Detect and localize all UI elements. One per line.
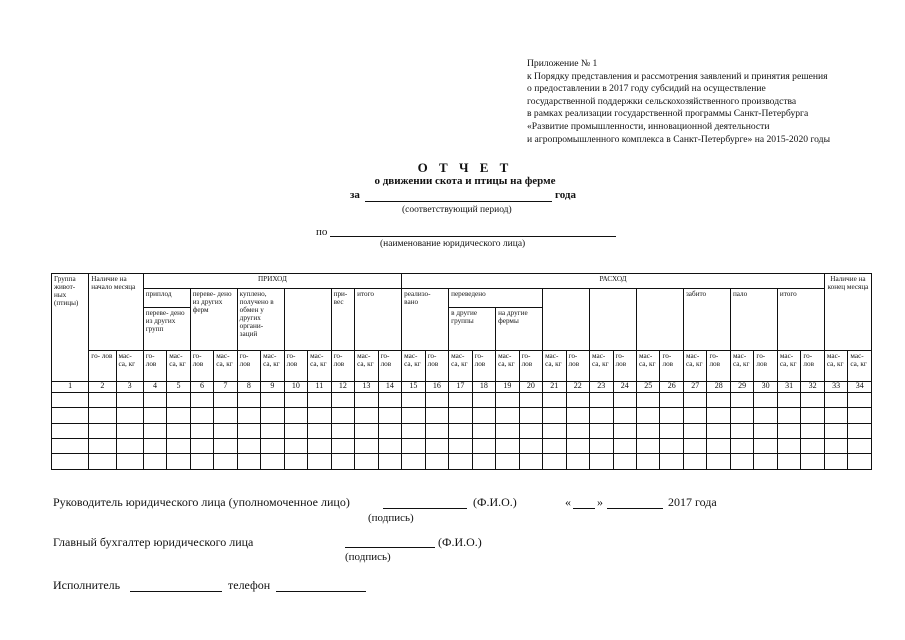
table-cell[interactable] xyxy=(402,439,425,454)
head-fio: (Ф.И.О.) xyxy=(473,495,517,509)
table-row xyxy=(52,454,872,470)
table-cell[interactable] xyxy=(425,423,448,438)
table-cell[interactable] xyxy=(331,454,354,470)
column-number: 1 xyxy=(52,382,89,392)
table-cell[interactable] xyxy=(214,392,237,407)
table-cell[interactable] xyxy=(637,408,660,423)
table-cell[interactable] xyxy=(355,423,378,438)
table-cell[interactable] xyxy=(378,423,402,438)
table-cell[interactable] xyxy=(566,423,589,438)
header-heads: го- лов xyxy=(331,351,354,382)
header-mass: мас- са, кг xyxy=(402,351,425,382)
header-mass: мас- са, кг xyxy=(116,351,143,382)
table-cell[interactable] xyxy=(472,439,495,454)
table-cell[interactable] xyxy=(116,454,143,470)
table-cell[interactable] xyxy=(143,439,166,454)
table-cell[interactable] xyxy=(660,439,683,454)
table-cell[interactable] xyxy=(449,392,472,407)
executor-line[interactable] xyxy=(130,591,222,592)
table-cell[interactable] xyxy=(116,408,143,423)
column-number: 25 xyxy=(637,382,660,392)
header-end: Наличие на конец месяца xyxy=(824,274,871,351)
table-cell[interactable] xyxy=(824,408,847,423)
period-line[interactable] xyxy=(365,201,552,202)
table-cell[interactable] xyxy=(848,439,872,454)
table-cell[interactable] xyxy=(143,392,166,407)
table-cell[interactable] xyxy=(284,423,307,438)
column-number: 31 xyxy=(777,382,800,392)
table-cell[interactable] xyxy=(308,392,331,407)
date-month-line[interactable] xyxy=(607,508,663,509)
header-mass: мас- са, кг xyxy=(848,351,872,382)
period-hint: (соответствующий период) xyxy=(402,205,512,215)
table-cell[interactable] xyxy=(683,408,706,423)
table-cell[interactable] xyxy=(637,392,660,407)
header-mass: мас- са, кг xyxy=(214,351,237,382)
table-cell[interactable] xyxy=(116,439,143,454)
table-cell[interactable] xyxy=(402,408,425,423)
column-number: 34 xyxy=(848,382,872,392)
head-signature-line[interactable] xyxy=(383,508,467,509)
header-heads: го- лов xyxy=(566,351,589,382)
table-cell[interactable] xyxy=(261,439,284,454)
table-cell[interactable] xyxy=(472,408,495,423)
table-cell[interactable] xyxy=(519,454,542,470)
table-cell[interactable] xyxy=(449,454,472,470)
table-cell[interactable] xyxy=(660,454,683,470)
table-cell[interactable] xyxy=(683,423,706,438)
column-number: 30 xyxy=(754,382,777,392)
table-cell[interactable] xyxy=(52,454,89,470)
table-cell[interactable] xyxy=(261,408,284,423)
table-cell[interactable] xyxy=(143,423,166,438)
header-heads: го- лов xyxy=(89,351,116,382)
table-cell[interactable] xyxy=(167,454,190,470)
table-cell[interactable] xyxy=(848,408,872,423)
org-line[interactable] xyxy=(330,236,616,237)
table-cell[interactable] xyxy=(707,408,730,423)
table-cell[interactable] xyxy=(308,423,331,438)
table-cell[interactable] xyxy=(590,408,613,423)
table-cell[interactable] xyxy=(472,454,495,470)
table-cell[interactable] xyxy=(824,423,847,438)
table-row xyxy=(52,439,872,454)
column-number: 18 xyxy=(472,382,495,392)
header-blank xyxy=(590,289,637,351)
column-number: 9 xyxy=(261,382,284,392)
table-cell[interactable] xyxy=(824,439,847,454)
table-cell[interactable] xyxy=(214,408,237,423)
accountant-signature-line[interactable] xyxy=(345,547,435,548)
table-cell[interactable] xyxy=(89,392,116,407)
header-blank xyxy=(637,289,684,351)
column-number: 27 xyxy=(683,382,706,392)
table-cell[interactable] xyxy=(237,439,260,454)
table-cell[interactable] xyxy=(355,454,378,470)
table-cell[interactable] xyxy=(730,439,753,454)
table-cell[interactable] xyxy=(331,439,354,454)
accountant-signature-hint: (подпись) xyxy=(345,551,391,563)
table-cell[interactable] xyxy=(824,392,847,407)
table-cell[interactable] xyxy=(707,392,730,407)
header-mass: мас- са, кг xyxy=(449,351,472,382)
table-cell[interactable] xyxy=(754,423,777,438)
table-cell[interactable] xyxy=(237,408,260,423)
date-year: 2017 года xyxy=(668,495,717,509)
table-cell[interactable] xyxy=(89,439,116,454)
header-slaughtered: забито xyxy=(683,289,730,351)
table-cell[interactable] xyxy=(707,423,730,438)
table-cell[interactable] xyxy=(613,423,636,438)
table-cell[interactable] xyxy=(449,408,472,423)
table-cell[interactable] xyxy=(543,439,566,454)
table-cell[interactable] xyxy=(707,439,730,454)
column-number: 11 xyxy=(308,382,331,392)
table-cell[interactable] xyxy=(660,408,683,423)
table-cell[interactable] xyxy=(89,408,116,423)
column-number: 8 xyxy=(237,382,260,392)
table-cell[interactable] xyxy=(730,454,753,470)
table-cell[interactable] xyxy=(801,408,825,423)
table-cell[interactable] xyxy=(167,423,190,438)
table-cell[interactable] xyxy=(143,454,166,470)
table-cell[interactable] xyxy=(331,408,354,423)
table-cell[interactable] xyxy=(167,408,190,423)
table-cell[interactable] xyxy=(777,439,800,454)
table-cell[interactable] xyxy=(637,454,660,470)
table-cell[interactable] xyxy=(613,454,636,470)
column-number: 23 xyxy=(590,382,613,392)
table-cell[interactable] xyxy=(754,454,777,470)
column-number: 15 xyxy=(402,382,425,392)
table-cell[interactable] xyxy=(543,392,566,407)
period-prefix: за xyxy=(350,189,360,201)
table-cell[interactable] xyxy=(590,423,613,438)
header-from-farms: переве- дено из других ферм xyxy=(190,289,237,351)
table-cell[interactable] xyxy=(284,454,307,470)
header-mass: мас- са, кг xyxy=(167,351,190,382)
table-cell[interactable] xyxy=(707,454,730,470)
table-cell[interactable] xyxy=(190,439,213,454)
appendix-line: в рамках реализации государственной программы Санкт-Петербурга xyxy=(527,108,809,120)
table-cell[interactable] xyxy=(613,408,636,423)
table-cell[interactable] xyxy=(89,454,116,470)
table-cell[interactable] xyxy=(116,392,143,407)
table-cell[interactable] xyxy=(613,439,636,454)
table-cell[interactable] xyxy=(190,454,213,470)
table-cell[interactable] xyxy=(754,408,777,423)
head-label: Руководитель юридического лица (уполномоченное лицо) xyxy=(53,495,350,509)
column-number: 21 xyxy=(543,382,566,392)
table-cell[interactable] xyxy=(143,408,166,423)
table-cell[interactable] xyxy=(660,423,683,438)
column-number: 13 xyxy=(355,382,378,392)
appendix-line: и агропромышленного комплекса в Санкт-Петербурге» на 2015-2020 годы xyxy=(527,133,831,145)
header-sold: реализо- вано xyxy=(402,289,449,351)
org-prefix: по xyxy=(316,226,328,238)
executor-label: Исполнитель xyxy=(53,578,121,592)
header-transferred: переведено xyxy=(449,289,543,308)
table-cell[interactable] xyxy=(190,408,213,423)
header-mass: мас- са, кг xyxy=(590,351,613,382)
header-bought: куплено, получено в обмен у других органи- заций xyxy=(237,289,284,351)
table-cell[interactable] xyxy=(683,439,706,454)
table-cell[interactable] xyxy=(730,392,753,407)
column-number: 14 xyxy=(378,382,402,392)
table-cell[interactable] xyxy=(613,392,636,407)
table-cell[interactable] xyxy=(261,392,284,407)
appendix-line: о предоставлении в 2017 году субсидий на осуществление xyxy=(527,83,766,95)
header-expense: РАСХОД xyxy=(402,274,825,289)
table-cell[interactable] xyxy=(378,392,402,407)
table-cell[interactable] xyxy=(777,392,800,407)
table-cell[interactable] xyxy=(449,439,472,454)
header-heads: го- лов xyxy=(378,351,402,382)
table-cell[interactable] xyxy=(566,454,589,470)
column-number: 2 xyxy=(89,382,116,392)
table-cell[interactable] xyxy=(190,423,213,438)
report-table xyxy=(51,273,872,470)
date-open: « xyxy=(565,495,571,509)
header-from-groups: переве- дено из других групп xyxy=(143,308,190,351)
table-cell[interactable] xyxy=(378,454,402,470)
table-cell[interactable] xyxy=(801,423,825,438)
header-heads: го- лов xyxy=(613,351,636,382)
column-number: 32 xyxy=(801,382,825,392)
column-number: 28 xyxy=(707,382,730,392)
column-number: 20 xyxy=(519,382,542,392)
header-income: ПРИХОД xyxy=(143,274,401,289)
header-mass: мас- са, кг xyxy=(261,351,284,382)
table-cell[interactable] xyxy=(472,392,495,407)
table-cell[interactable] xyxy=(449,423,472,438)
table-cell[interactable] xyxy=(496,423,519,438)
table-cell[interactable] xyxy=(543,423,566,438)
header-heads: го- лов xyxy=(660,351,683,382)
table-cell[interactable] xyxy=(402,454,425,470)
table-cell[interactable] xyxy=(777,423,800,438)
table-cell[interactable] xyxy=(284,408,307,423)
table-cell[interactable] xyxy=(848,423,872,438)
table-cell[interactable] xyxy=(590,454,613,470)
header-heads: го- лов xyxy=(284,351,307,382)
header-died: пало xyxy=(730,289,777,351)
table-cell[interactable] xyxy=(848,392,872,407)
head-signature-hint: (подпись) xyxy=(368,512,414,524)
table-cell[interactable] xyxy=(590,392,613,407)
table-row xyxy=(52,423,872,438)
table-cell[interactable] xyxy=(308,454,331,470)
table-cell[interactable] xyxy=(425,439,448,454)
header-blank xyxy=(284,289,331,351)
table-cell[interactable] xyxy=(237,392,260,407)
table-cell[interactable] xyxy=(637,439,660,454)
table-cell[interactable] xyxy=(237,454,260,470)
column-number: 5 xyxy=(167,382,190,392)
table-cell[interactable] xyxy=(214,454,237,470)
appendix-line: «Развитие промышленности, инновационной деятельности xyxy=(527,120,770,132)
phone-line[interactable] xyxy=(276,591,366,592)
table-cell[interactable] xyxy=(496,454,519,470)
header-heads: го- лов xyxy=(754,351,777,382)
table-cell[interactable] xyxy=(167,439,190,454)
table-cell[interactable] xyxy=(543,454,566,470)
column-number: 29 xyxy=(730,382,753,392)
table-cell[interactable] xyxy=(52,423,89,438)
column-number: 3 xyxy=(116,382,143,392)
header-heads: го- лов xyxy=(190,351,213,382)
header-income-total: итого xyxy=(355,289,402,351)
table-cell[interactable] xyxy=(801,439,825,454)
table-cell[interactable] xyxy=(566,439,589,454)
org-hint: (наименование юридического лица) xyxy=(380,239,526,249)
header-mass: мас- са, кг xyxy=(824,351,847,382)
table-cell[interactable] xyxy=(777,408,800,423)
table-cell[interactable] xyxy=(754,392,777,407)
table-cell[interactable] xyxy=(472,423,495,438)
table-cell[interactable] xyxy=(777,454,800,470)
table-cell[interactable] xyxy=(331,423,354,438)
appendix-line: к Порядку представления и рассмотрения заявлений и принятия решения xyxy=(527,70,828,82)
table-cell[interactable] xyxy=(190,392,213,407)
table-cell[interactable] xyxy=(519,423,542,438)
table-cell[interactable] xyxy=(519,408,542,423)
table-cell[interactable] xyxy=(284,392,307,407)
phone-label: телефон xyxy=(228,578,271,592)
column-number: 24 xyxy=(613,382,636,392)
table-cell[interactable] xyxy=(378,408,402,423)
appendix-line: государственной поддержки сельскохозяйственного производства xyxy=(527,95,797,107)
date-day-line[interactable] xyxy=(573,508,595,509)
header-heads: го- лов xyxy=(425,351,448,382)
accountant-fio: (Ф.И.О.) xyxy=(438,535,482,549)
header-heads: го- лов xyxy=(519,351,542,382)
column-number: 19 xyxy=(496,382,519,392)
table-cell[interactable] xyxy=(261,454,284,470)
header-heads: го- лов xyxy=(143,351,166,382)
table-cell[interactable] xyxy=(355,392,378,407)
header-mass: мас- са, кг xyxy=(543,351,566,382)
table-cell[interactable] xyxy=(355,408,378,423)
report-title: О Т Ч Е Т xyxy=(417,160,513,175)
header-group: Группа живот- ных (птицы) xyxy=(52,274,89,382)
table-cell[interactable] xyxy=(754,439,777,454)
header-offspring: приплод xyxy=(143,289,190,308)
column-number: 33 xyxy=(824,382,847,392)
header-blank xyxy=(543,289,590,351)
header-heads: го- лов xyxy=(801,351,825,382)
header-heads: го- лов xyxy=(707,351,730,382)
table-cell[interactable] xyxy=(308,408,331,423)
table-row xyxy=(52,392,872,407)
table-cell[interactable] xyxy=(402,423,425,438)
table-cell[interactable] xyxy=(590,439,613,454)
column-number: 4 xyxy=(143,382,166,392)
period-suffix: года xyxy=(555,189,576,201)
table-cell[interactable] xyxy=(237,423,260,438)
table-cell[interactable] xyxy=(425,454,448,470)
table-cell[interactable] xyxy=(660,392,683,407)
header-heads: го- лов xyxy=(237,351,260,382)
table-cell[interactable] xyxy=(496,439,519,454)
table-cell[interactable] xyxy=(566,408,589,423)
header-start: Наличие на начало месяца xyxy=(89,274,143,351)
table-cell[interactable] xyxy=(683,454,706,470)
header-heads: го- лов xyxy=(472,351,495,382)
table-cell[interactable] xyxy=(543,408,566,423)
table-cell[interactable] xyxy=(331,392,354,407)
header-mass: мас- са, кг xyxy=(683,351,706,382)
table-cell[interactable] xyxy=(89,423,116,438)
table-cell[interactable] xyxy=(214,439,237,454)
header-mass: мас- са, кг xyxy=(777,351,800,382)
table-row xyxy=(52,408,872,423)
header-mass: мас- са, кг xyxy=(730,351,753,382)
table-cell[interactable] xyxy=(801,454,825,470)
table-cell[interactable] xyxy=(308,439,331,454)
column-number: 7 xyxy=(214,382,237,392)
table-cell[interactable] xyxy=(496,392,519,407)
table-cell[interactable] xyxy=(730,423,753,438)
column-number: 26 xyxy=(660,382,683,392)
table-cell[interactable] xyxy=(284,439,307,454)
table-cell[interactable] xyxy=(566,392,589,407)
table-cell[interactable] xyxy=(214,423,237,438)
date-close: » xyxy=(597,495,603,509)
table-cell[interactable] xyxy=(355,439,378,454)
column-number: 17 xyxy=(449,382,472,392)
table-cell[interactable] xyxy=(167,392,190,407)
table-cell[interactable] xyxy=(519,392,542,407)
header-to-groups: в другие группы xyxy=(449,308,496,351)
table-cell[interactable] xyxy=(425,408,448,423)
table-cell[interactable] xyxy=(261,423,284,438)
table-cell[interactable] xyxy=(683,392,706,407)
header-to-farms: на другие фермы xyxy=(496,308,543,351)
appendix-block xyxy=(527,58,897,146)
accountant-label: Главный бухгалтер юридического лица xyxy=(53,535,254,549)
table-cell[interactable] xyxy=(52,408,89,423)
column-number: 6 xyxy=(190,382,213,392)
table-cell[interactable] xyxy=(637,423,660,438)
header-weight-gain: при- вес xyxy=(331,289,354,351)
header-expense-total: итого xyxy=(777,289,824,351)
column-number: 16 xyxy=(425,382,448,392)
table-cell[interactable] xyxy=(824,454,847,470)
column-number: 12 xyxy=(331,382,354,392)
table-cell[interactable] xyxy=(801,392,825,407)
column-number: 22 xyxy=(566,382,589,392)
column-number: 10 xyxy=(284,382,307,392)
table-cell[interactable] xyxy=(52,439,89,454)
header-mass: мас- са, кг xyxy=(308,351,331,382)
table-cell[interactable] xyxy=(402,392,425,407)
header-mass: мас- са, кг xyxy=(355,351,378,382)
header-mass: мас- са, кг xyxy=(496,351,519,382)
table-cell[interactable] xyxy=(425,392,448,407)
table-cell[interactable] xyxy=(116,423,143,438)
table-cell[interactable] xyxy=(730,408,753,423)
table-cell[interactable] xyxy=(52,392,89,407)
appendix-line: Приложение № 1 xyxy=(527,58,598,69)
header-mass: мас- са, кг xyxy=(637,351,660,382)
table-cell[interactable] xyxy=(848,454,872,470)
report-subtitle: о движении скота и птицы на ферме xyxy=(374,175,556,187)
table-cell[interactable] xyxy=(378,439,402,454)
table-cell[interactable] xyxy=(496,408,519,423)
table-cell[interactable] xyxy=(519,439,542,454)
